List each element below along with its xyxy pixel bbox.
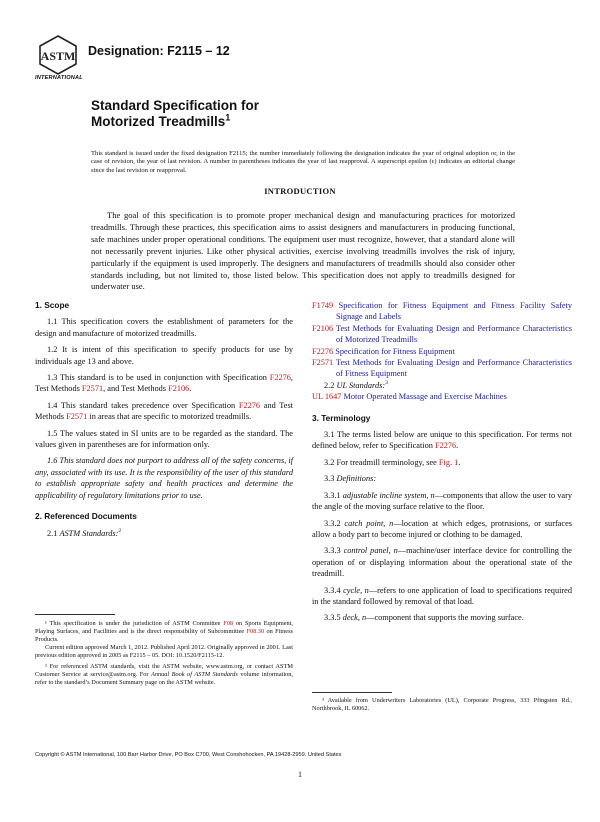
scope-1-3-text: 1.3 This standard is to be used in conjunction with Specification [47, 373, 270, 383]
reference-code[interactable]: F2571 [312, 358, 334, 368]
terminology-3-2-text: . [458, 457, 461, 467]
reference-title[interactable]: Test Methods for Evaluating Design and Performance Characteristics of Motorized Treadmills [336, 323, 572, 345]
reference-title[interactable]: Motor Operated Massage and Exercise Machines [343, 392, 507, 402]
title-line-1: Standard Specification for [91, 98, 260, 113]
terminology-3-3-number: 3.3 [324, 474, 337, 484]
astm-reference-list [312, 300, 572, 380]
reference-item-f2276[interactable] [312, 346, 572, 357]
astm-standards-label [35, 528, 293, 539]
scope-1-4-text: and Test Methods [35, 400, 293, 422]
ref-link-f2276[interactable]: F2276 [269, 373, 291, 383]
definition-term: catch point, n [344, 518, 394, 528]
title-line-2 [91, 114, 259, 130]
reference-code[interactable]: F2106 [312, 323, 334, 333]
terminology-3-1-text: . [456, 441, 459, 451]
footnote-3: ³ Available from Underwriters Laboratories (UL), Corporate Progress, 333 Pfingsten Rd., Northbrook, IL 60062. [312, 697, 572, 712]
subcommittee-link-f08-30[interactable]: F08.30 [246, 628, 265, 635]
terminology-3-1-text: 3.1 The terms listed below are unique to this specification. For terms not defined below, refer to Specification [312, 430, 572, 451]
definition-number: 3.3.5 [324, 613, 343, 623]
designation: Designation: F2115 – 12 [88, 44, 230, 58]
definition-text: —location at which edges, protrusions, or surfaces allow a body part to become injured or clothing to be damaged. [312, 518, 572, 539]
title-footnote-mark: 1 [225, 112, 231, 123]
introduction-text: The goal of this specification is to promote proper mechanical design and manufacturing practices for motorized treadmills. Through these practices, this specification aims to assist designers and manufacturers in producing functional, safe machines under proper operational conditions. The equipment user must recognize, however, that a standard alone will not necessarily prevent injuries. Like other physical activities, exercise involving treadmills involves the risk of injury, particularly if the equipment is used improperly. The designers and manufacturers of treadmills should also consider other standards including, but not limited to, those listed below. This specification does not apply to treadmills designed for underwater use. [91, 210, 515, 292]
ref-link-f2276[interactable]: F2276 [238, 400, 261, 410]
terminology-3-3 [312, 473, 572, 484]
reference-item-f2106[interactable] [312, 323, 572, 346]
ul-standards-title: UL Standards: [336, 380, 386, 390]
left-column [35, 300, 293, 544]
definition-item [312, 612, 572, 623]
title-text: Motorized Treadmills [91, 114, 226, 129]
terminology-3-2 [312, 457, 572, 468]
astm-standards-title: ASTM Standards: [59, 528, 119, 538]
footnote-1 [35, 620, 293, 644]
reference-code[interactable]: F2276 [312, 346, 334, 356]
ul-standards-label [324, 380, 572, 391]
ref-link-f2571[interactable]: F2571 [66, 412, 88, 422]
footnote-1-text: on Sports Equipment, Playing Surfaces, and Facilities and is the direct responsibility of Subcommittee [35, 620, 294, 635]
definition-term: cycle, n [343, 585, 369, 595]
definition-term: adjustable incline system, n [342, 490, 435, 500]
svg-text:ASTM: ASTM [40, 49, 76, 63]
scope-1-3-text: , Test Methods [35, 373, 293, 394]
definition-number: 3.3.4 [324, 585, 344, 595]
footnote-rule [312, 692, 392, 693]
definitions-title: Definitions: [336, 474, 377, 484]
footnote-2 [35, 663, 293, 687]
reference-title[interactable]: Specification for Fitness Equipment [335, 346, 455, 356]
reference-item-f2571[interactable] [312, 357, 572, 380]
ref-link-f2276[interactable]: F2276 [434, 441, 457, 451]
scope-1-4-text: in areas that are specific to motorized treadmills. [87, 412, 252, 422]
terminology-3-1 [312, 429, 572, 452]
reference-item-f1749[interactable] [312, 300, 572, 323]
reference-code[interactable]: UL 1647 [312, 392, 342, 402]
terminology-heading: 3. Terminology [312, 412, 371, 423]
copyright-line: Copyright © ASTM International, 100 Barr Harbor Drive, PO Box C700, West Conshohocken, PA 19428-2959. United States [35, 752, 342, 758]
scope-1-4 [35, 400, 293, 423]
scope-heading: 1. Scope [35, 300, 70, 310]
definition-item [312, 585, 572, 608]
scope-1-4-text: 1.4 This standard takes precedence over Specification [47, 400, 239, 410]
footnote-mark: 2 [118, 527, 122, 534]
footnote-2-text: ² For referenced ASTM standards, visit the ASTM website, www.astm.org, or contact ASTM Customer Service at service@astm.org. For [35, 663, 293, 678]
scope-1-5: 1.5 The values stated in SI units are to be regarded as the standard. The values given in parentheses are for information only. [35, 428, 293, 450]
definition-term: control panel, n [343, 546, 398, 556]
footnote-1-edition: Current edition approved March 1, 2012. Published April 2012. Originally approved in 2001. Last previous edition approved in 2005 as F2115 – 05. DOI: 10.1520/F2115-12. [35, 644, 293, 659]
logo-subtext: INTERNATIONAL [35, 75, 83, 81]
footnotes-left [35, 620, 293, 687]
definition-number: 3.3.2 [324, 518, 345, 528]
definitions-list [312, 490, 572, 624]
reference-code[interactable]: F1749 [312, 301, 334, 310]
introduction-heading: INTRODUCTION [264, 186, 336, 196]
ul-standards-number: 2.2 [324, 380, 337, 390]
right-column [312, 300, 572, 629]
figure-link-fig-1[interactable]: Fig. 1 [438, 457, 459, 467]
definition-number: 3.3.3 [324, 546, 344, 556]
definition-text: —components that allow the user to vary the angle of the moving surface relative to the floor. [312, 490, 572, 512]
definition-text: —refers to one application of load to specifications required in the standard followed by removal of that load. [312, 585, 572, 606]
reference-title[interactable]: Specification for Fitness Equipment and Fitness Facility Safety Signage and Labels [336, 301, 572, 322]
referenced-documents-heading: 2. Referenced Documents [35, 511, 137, 522]
footnote-rule [35, 614, 115, 615]
astm-logo [35, 34, 83, 84]
scope-1-3 [35, 372, 293, 395]
definition-term: deck, n [342, 613, 367, 623]
footnote-2-text: volume information, refer to the standard’s Document Summary page on the ASTM website. [35, 671, 293, 686]
definition-text: —machine/user interface device for controlling the operation of or displaying information about the operational state of the treadmill. [312, 546, 572, 579]
ref-link-f2106[interactable]: F2106 [168, 384, 190, 394]
scope-1-1: 1.1 This specification covers the establishment of parameters for the design and manufacture of motorized treadmills. [35, 317, 293, 338]
definition-item [312, 490, 572, 513]
astm-standards-number: 2.1 [47, 528, 60, 538]
ref-link-f2571[interactable]: F2571 [81, 384, 104, 394]
definition-text: —component that supports the moving surface. [366, 613, 524, 623]
footnote-mark: 3 [385, 380, 388, 387]
scope-1-2: 1.2 It is intent of this specification to specify products for use by individuals age 13 and above. [35, 345, 293, 366]
footnote-2-book-title: Annual Book of ASTM Standards [150, 671, 238, 678]
committee-link-f08[interactable]: F08 [223, 620, 234, 627]
reference-item-ul1647[interactable] [312, 391, 572, 402]
scope-1-3-text: . [189, 384, 192, 394]
definition-number: 3.3.1 [324, 490, 343, 500]
terminology-3-2-text: 3.2 For treadmill terminology, see [324, 457, 439, 467]
scope-1-6: 1.6 This standard does not purport to address all of the safety concerns, if any, associated with its use. It is the responsibility of the user of this standard to establish appropriate safety and health practices and determine the applicability of regulatory limitations prior to use. [35, 456, 293, 500]
definition-item [312, 545, 572, 579]
definition-item [312, 518, 572, 541]
document-title [91, 98, 259, 130]
page-number: 1 [298, 770, 302, 779]
reference-title[interactable]: Test Methods for Evaluating Design and Performance Characteristics of Fitness Equipment [336, 358, 572, 379]
scope-1-3-text: , and Test Methods [103, 384, 169, 394]
footnote-1-text: on Fitness Products. [35, 628, 293, 643]
footnote-1-text: ¹ This specification is under the jurisdiction of ASTM Committee [45, 620, 224, 627]
issuance-notice: This standard is issued under the fixed designation F2115; the number immediately following the designation indicates the year of original adoption or, in the case of revision, the year of last revision. A number in parentheses indicates the year of last reapproval. A superscript epsilon (ε) indicates an editorial change since the last revision or reapproval. [91, 150, 515, 174]
